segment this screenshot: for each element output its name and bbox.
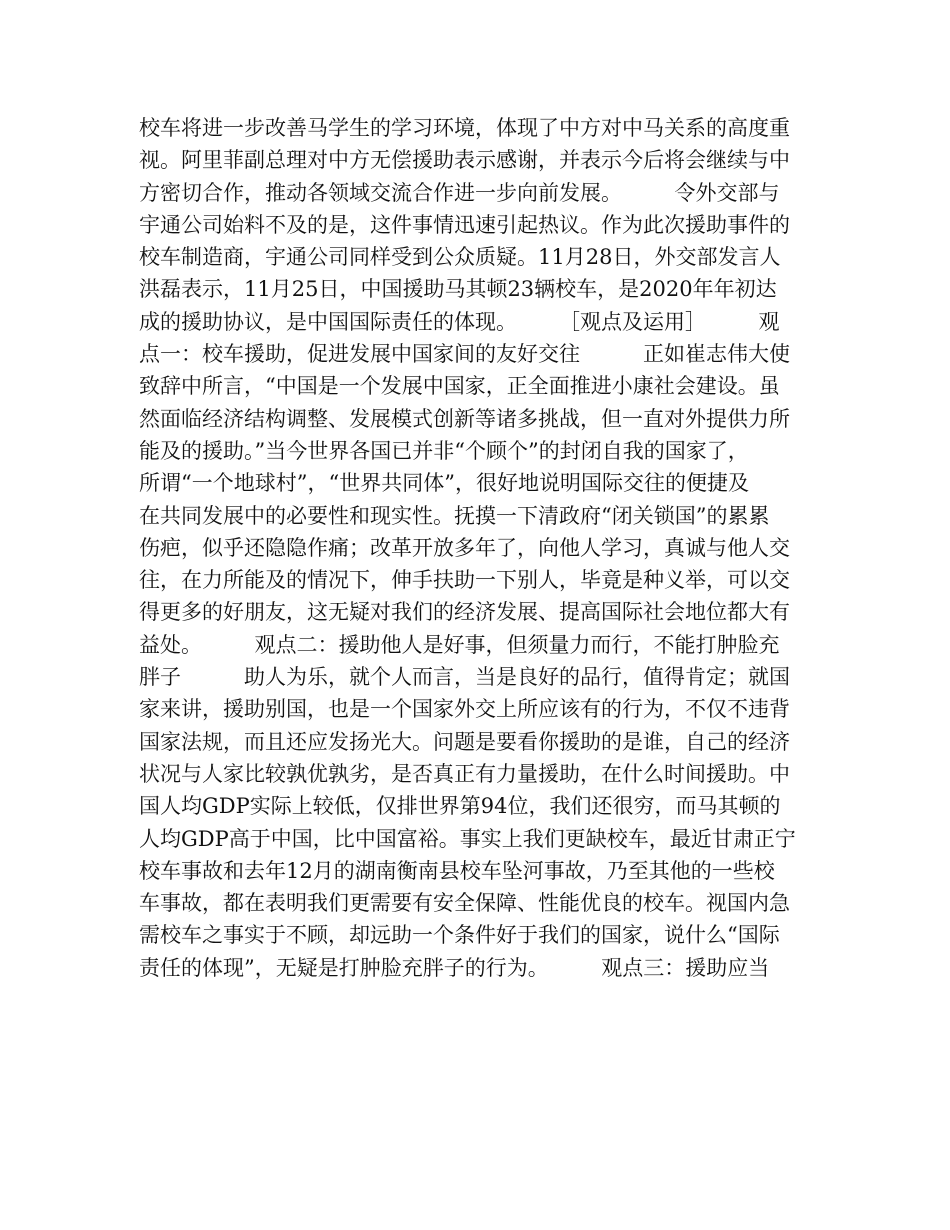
text-line: 校车事故和去年12月的湖南衡南县校车坠河事故，乃至其他的一些校 bbox=[139, 858, 775, 883]
text-line: 益处。 观点二：援助他人是好事，但须量力而行，不能打肿脸充 bbox=[139, 632, 780, 657]
text-line: 得更多的好朋友，这无疑对我们的经济发展、提高国际社会地位都大有 bbox=[139, 600, 790, 625]
text-line: 在共同发展中的必要性和现实性。抚摸一下清政府“闭关锁国”的累累 bbox=[139, 503, 770, 528]
text-line: 人均GDP高于中国，比中国富裕。事实上我们更缺校车，最近甘肃正宁 bbox=[139, 826, 796, 851]
text-line: 然面临经济结构调整、发展模式创新等诸多挑战，但一直对外提供力所 bbox=[139, 406, 790, 431]
text-line: 校车制造商，宇通公司同样受到公众质疑。11月28日，外交部发言人 bbox=[139, 245, 781, 270]
text-line: 视。阿里菲副总理对中方无偿援助表示感谢，并表示今后将会继续与中 bbox=[139, 148, 790, 173]
text-line: 点一：校车援助，促进发展中国家间的友好交往 正如崔志伟大使 bbox=[139, 342, 790, 367]
text-line: 致辞中所言，“中国是一个发展中国家，正全面推进小康社会建设。虽 bbox=[139, 374, 780, 399]
text-line: 校车将进一步改善马学生的学习环境，体现了中方对中马关系的高度重 bbox=[139, 116, 790, 140]
text-line: 洪磊表示，11月25日，中国援助马其顿23辆校车，是2020年年初达 bbox=[139, 277, 777, 302]
text-line: 胖子 助人为乐，就个人而言，当是良好的品行，值得肯定；就国 bbox=[139, 665, 790, 690]
text-line: 宇通公司始料不及的是，这件事情迅速引起热议。作为此次援助事件的 bbox=[139, 212, 790, 237]
text-line: 成的援助协议，是中国国际责任的体现。 ［观点及运用］ 观 bbox=[139, 309, 780, 334]
text-line: 方密切合作，推动各领域交流合作进一步向前发展。 令外交部与 bbox=[139, 180, 780, 205]
text-line: 国人均GDP实际上较低，仅排世界第94位，我们还很穷，而马其顿的 bbox=[139, 794, 781, 819]
text-line: 所谓“一个地球村”，“世界共同体”，很好地说明国际交往的便捷及 bbox=[139, 471, 749, 496]
text-line: 责任的体现”，无疑是打肿脸充胖子的行为。 观点三：援助应当 bbox=[139, 955, 770, 980]
text-line: 往，在力所能及的情况下，伸手扶助一下别人，毕竟是种义举，可以交 bbox=[139, 568, 790, 593]
text-line: 车事故，都在表明我们更需要有安全保障、性能优良的校车。视国内急 bbox=[139, 891, 790, 916]
text-line: 伤疤，似乎还隐隐作痛；改革开放多年了，向他人学习，真诚与他人交 bbox=[139, 535, 790, 560]
text-line: 需校车之事实于不顾，却远助一个条件好于我们的国家，说什么“国际 bbox=[139, 923, 780, 948]
text-line: 家来讲，援助别国，也是一个国家外交上所应该有的行为，不仅不违背 bbox=[139, 697, 790, 722]
text-line: 状况与人家比较孰优孰劣，是否真正有力量援助，在什么时间援助。中 bbox=[139, 761, 790, 786]
text-line: 国家法规，而且还应发扬光大。问题是要看你援助的是谁，自己的经济 bbox=[139, 729, 790, 754]
text-line: 能及的援助。”当今世界各国已并非“个顾个”的封闭自我的国家了， bbox=[139, 438, 749, 463]
body-text bbox=[139, 112, 813, 984]
